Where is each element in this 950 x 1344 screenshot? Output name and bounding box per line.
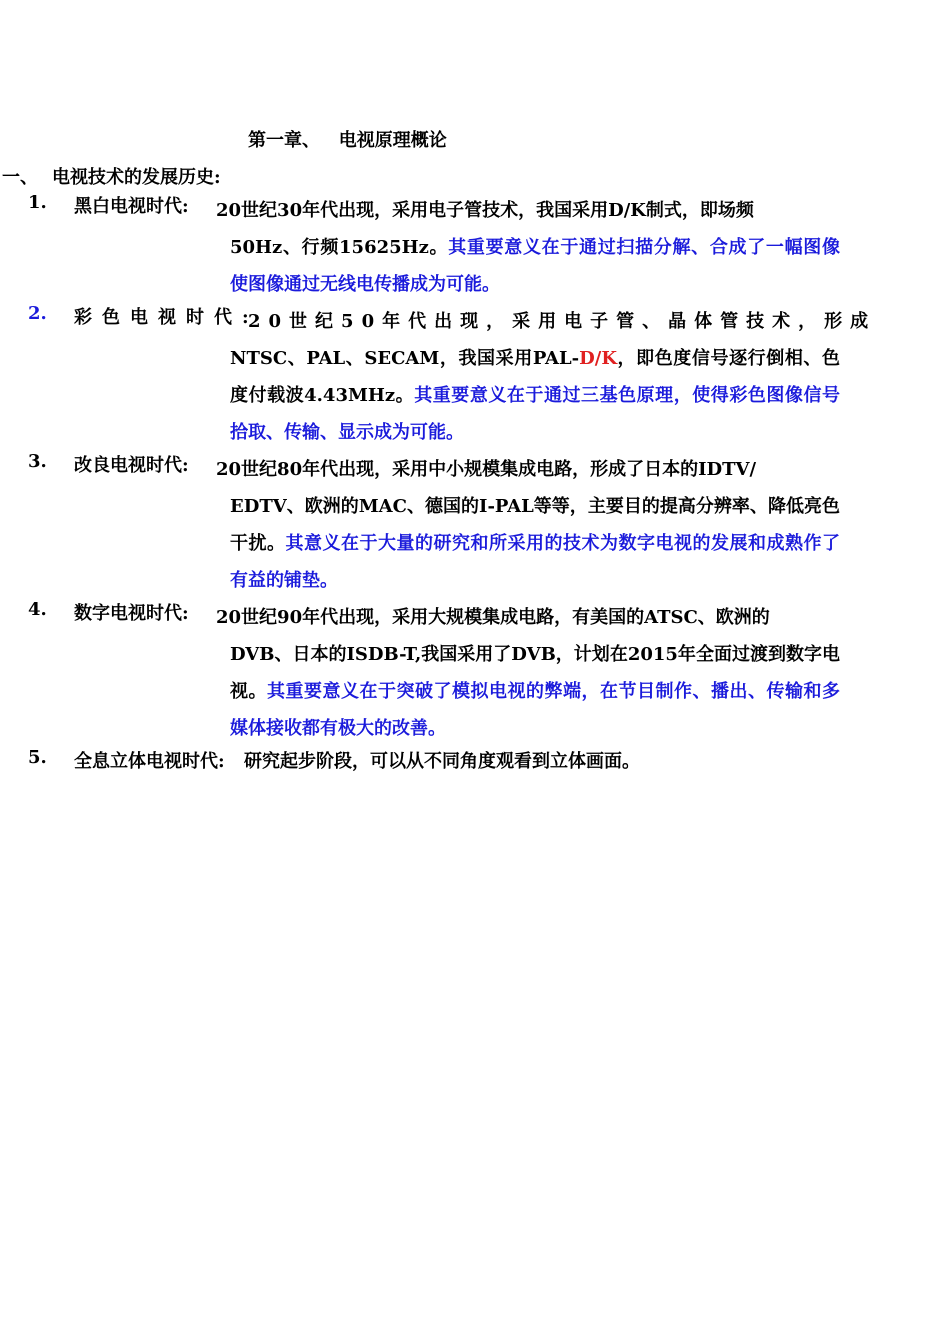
- item-number: 2.: [28, 303, 47, 324]
- list-item: [28, 599, 840, 747]
- chapter-title: 第一章、 电视原理概论: [248, 130, 447, 151]
- item-body: [230, 303, 877, 451]
- item-emphasis-text: 其重要意义在于通过扫描分解、合成了一幅图像使图像通过无线电传播成为可能。: [230, 237, 840, 295]
- item-text: NTSC、PAL、SECAM，我国采用PAL-: [230, 348, 580, 369]
- item-text: 研究起步阶段，可以从不同角度观看到立体画面。: [244, 751, 640, 772]
- list-item: [28, 303, 877, 451]
- item-number: 3.: [28, 451, 47, 472]
- item-text: ，即色度信号逐行倒相、色度付载波4.43MHz。: [230, 348, 840, 406]
- section-number: 一、: [2, 167, 38, 188]
- item-label: 黑白电视时代:: [74, 196, 189, 217]
- item-first-line: 20世纪30年代出现，采用电子管技术，我国采用D/K制式，即场频: [216, 200, 754, 221]
- section-heading: [2, 163, 221, 189]
- item-emphasis-text: 其意义在于大量的研究和所采用的技术为数字电视的发展和成熟作了有益的铺垫。: [230, 533, 840, 591]
- item-label: 全息立体电视时代:: [74, 751, 225, 772]
- list-item: [28, 747, 840, 777]
- item-number: 1.: [28, 192, 47, 213]
- item-body: [244, 747, 840, 777]
- item-number: 4.: [28, 599, 47, 620]
- item-label: 数字电视时代:: [74, 603, 189, 624]
- list-item: [28, 192, 840, 303]
- item-highlight-text: D/K: [579, 348, 617, 369]
- item-label: 改良电视时代:: [74, 455, 189, 476]
- item-emphasis-text: 其重要意义在于通过三基色原理，使得彩色图像信号拾取、传输、显示成为可能。: [230, 385, 841, 443]
- item-emphasis-text: 其重要意义在于突破了模拟电视的弊端，在节目制作、播出、传输和多媒体接收都有极大的改善。: [230, 681, 840, 739]
- item-body: [216, 192, 840, 303]
- list-item: [28, 451, 840, 599]
- item-label: 彩色电视时代:: [74, 307, 259, 328]
- item-body: [216, 451, 840, 599]
- item-text: DVB、日本的ISDB-T,我国采用了DVB，计划在2015年全面过渡到数字电视。: [230, 644, 840, 702]
- item-text: 50Hz、行频15625Hz。: [230, 237, 449, 258]
- item-first-line: 20世纪90年代出现，采用大规模集成电路，有美国的ATSC、欧洲的: [216, 607, 770, 628]
- item-number: 5.: [28, 747, 47, 768]
- item-first-line: 20世纪50年代出现，采用电子管、晶体管技术，形成: [248, 311, 877, 332]
- item-body: [216, 599, 840, 747]
- item-first-line: 20世纪80年代出现，采用中小规模集成电路，形成了日本的IDTV/: [216, 459, 757, 480]
- section-heading-text: 电视技术的发展历史:: [52, 167, 221, 188]
- item-text: EDTV、欧洲的MAC、德国的I-PAL等等，主要目的提高分辨率、降低亮色干扰。: [230, 496, 840, 554]
